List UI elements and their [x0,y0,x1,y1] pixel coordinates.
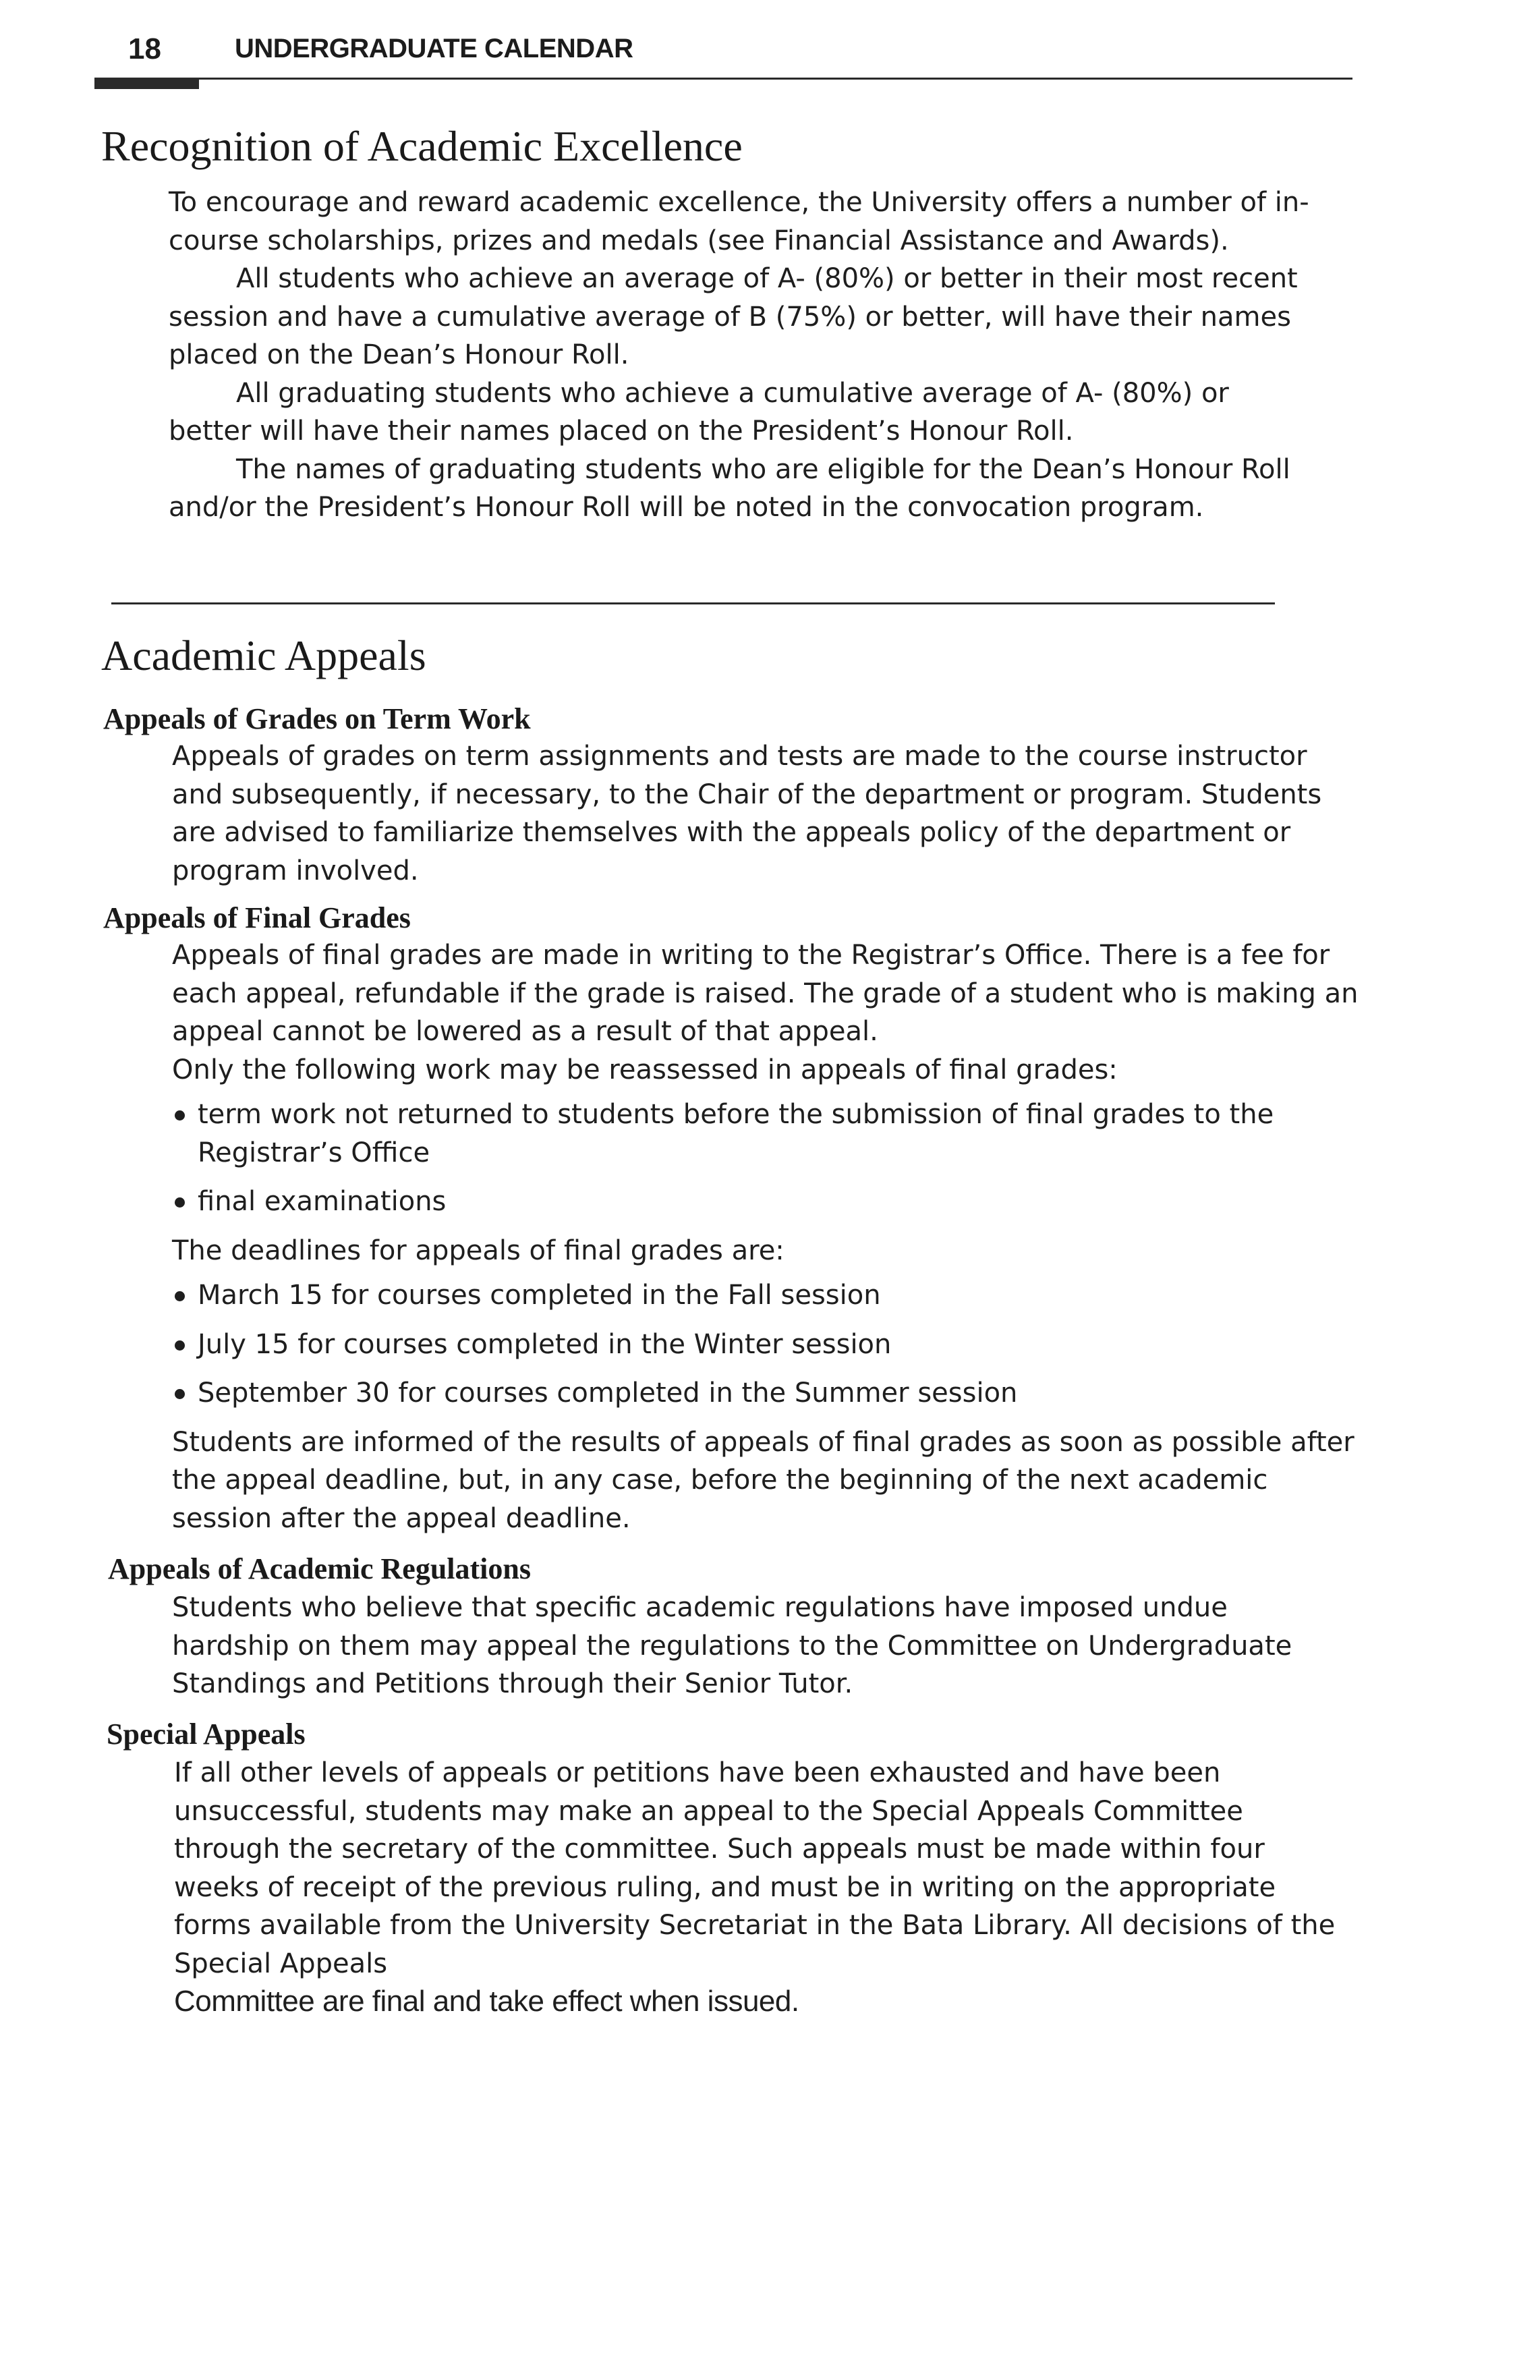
final-grades-intro: Appeals of final grades are made in writing to the Registrar’s Office. There is a fee for each appeal, refundable if the grade is raised. The grade of a student who is making an appeal cannot be lowered as a result of that appeal. [172,940,1359,1047]
recognition-paragraph-2: All students who achieve an average of A- (80%) or better in their most recent session and have a cumulative average of B (75%) or better, will have their names placed on the Dean’s Honour Roll. [169,263,1298,370]
list-item [172,1183,1359,1221]
bullet-icon [175,1389,185,1399]
regulations-text: Students who believe that specific academic regulations have imposed undue hardship on them may appeal the regulations to the Committee on Undergraduate Standings and Petitions through their Senior Tutor. [172,1592,1292,1699]
section-title-appeals: Academic Appeals [101,631,426,679]
running-header [128,32,1349,80]
recognition-paragraph-3: All graduating students who achieve a cumulative average of A- (80%) or better will have their names placed on the President’s Honour Roll. [169,377,1229,447]
page-number: 18 [128,32,161,65]
special-appeals-final-line: Committee are final and take effect when issued. [174,1985,799,2018]
recognition-paragraph-1: To encourage and reward academic excellence, the University offers a number of in-course scholarships, prizes and medals (see Financial Assistance and Awards). [169,187,1309,256]
deadline-text: July 15 for courses completed in the Winter session [198,1328,892,1360]
bullet-icon [175,1197,185,1208]
running-title: UNDERGRADUATE CALENDAR [235,34,633,63]
section-divider [111,602,1275,604]
subheading-special-appeals: Special Appeals [107,1718,306,1751]
list-item [172,1096,1359,1172]
reassess-list [172,1096,1359,1221]
subheading-final-grades: Appeals of Final Grades [103,901,411,934]
header-rule [94,78,1352,80]
term-work-body [172,737,1359,890]
term-work-text: Appeals of grades on term assignments and tests are made to the course instructor and subsequently, if necessary, to the Chair of the department or program. Students are advised to familiarize themselves with the appeals policy of the department or program involved. [172,741,1322,886]
special-appeals-body [174,1754,1348,2021]
reassess-item-text: final examinations [198,1186,447,1217]
section-title-recognition: Recognition of Academic Excellence [101,122,743,170]
deadline-text: September 30 for courses completed in the Summer session [198,1378,1018,1409]
regulations-body [172,1589,1346,1703]
bullet-icon [175,1291,185,1301]
subheading-term-work: Appeals of Grades on Term Work [103,702,531,735]
special-appeals-text: If all other levels of appeals or petitions have been exhausted and have been unsuccessful, students may make an appeal to the Special Appeals Committee through the secretary of the committee. Such appeals must be made within four weeks of receipt of the previous ruling, and must be in writing on the appropriate forms available from the University Secretariat in the Bata Library. All decisions of the Special Appeals [174,1757,1336,1979]
bullet-icon [175,1110,185,1121]
final-grades-outro: Students are informed of the results of appeals of final grades as soon as possible after the appeal deadline, but, in any case, before the beginning of the next academic session after the appeal deadline. [172,1426,1354,1534]
reassess-item-text: term work not returned to students before the submission of final grades to the Registrar’s Office [198,1099,1274,1168]
reassess-intro: Only the following work may be reassessed in appeals of final grades: [172,1054,1118,1085]
list-item [172,1374,1359,1413]
deadlines-list [172,1276,1359,1413]
header-tab-mark [94,80,199,89]
deadline-text: March 15 for courses completed in the Fall session [198,1280,881,1311]
list-item [172,1326,1359,1364]
list-item [172,1276,1359,1315]
subheading-regulations: Appeals of Academic Regulations [108,1552,531,1585]
recognition-body [169,183,1315,527]
deadlines-intro: The deadlines for appeals of final grades are: [172,1235,785,1266]
bullet-icon [175,1340,185,1351]
final-grades-body [172,936,1359,1537]
recognition-paragraph-4: The names of graduating students who are eligible for the Dean’s Honour Roll and/or the President’s Honour Roll will be noted in the convocation program. [169,453,1290,523]
